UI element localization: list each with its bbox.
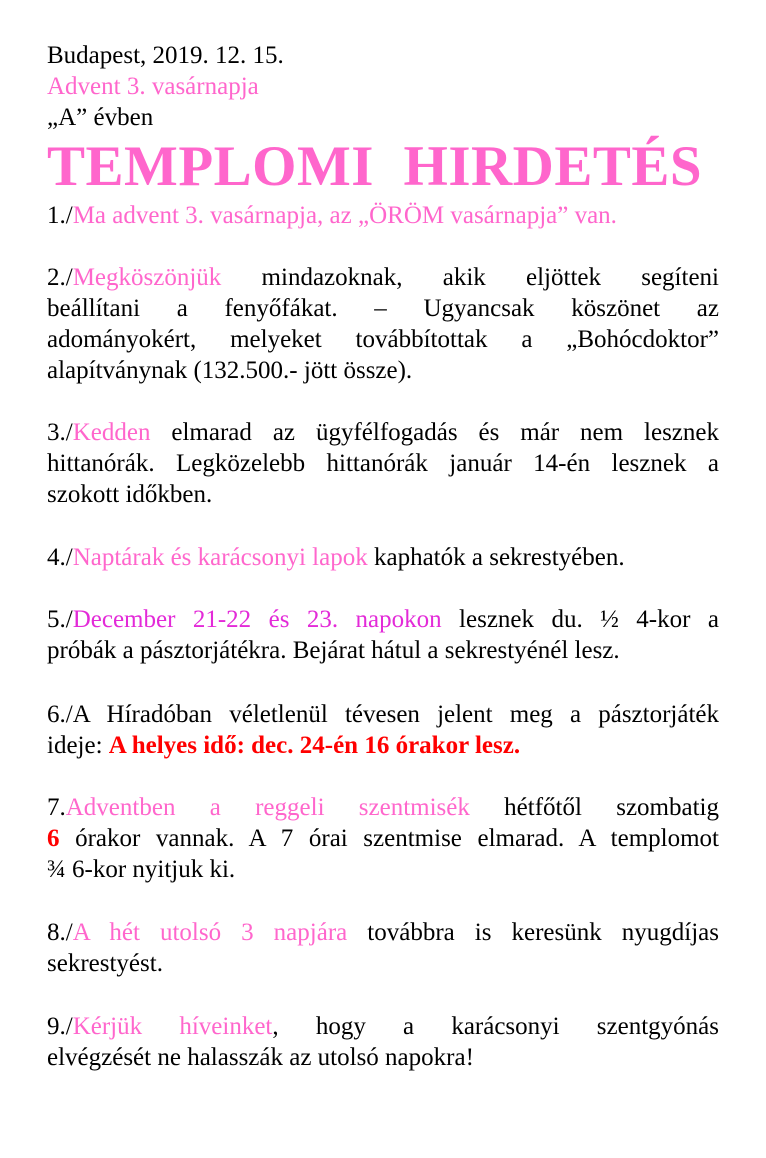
announcement-4-highlight: Naptárak és karácsonyi lapok [72,544,368,571]
announcement-4 [47,542,719,573]
announcement-7-line-1 [47,792,719,823]
announcement-2-highlight: Megköszönjük [72,264,222,291]
date-line: Budapest, 2019. 12. 15. [47,42,284,69]
announcement-3-text: elmarad az ügyfélfogadás és már nem lesznek [150,419,719,446]
announcement-7-highlight: Adventben a reggeli szentmisék [65,794,470,821]
announcement-9-text: , hogy a karácsonyi szentgyónás [272,1013,719,1040]
announcement-6-line-2 [47,730,719,761]
announcement-8-highlight: A hét utolsó 3 napjára [72,919,348,946]
announcement-number: 2./ [47,264,73,291]
announcement-number: 6./ [47,701,73,728]
announcement-9-line-1 [47,1011,719,1042]
announcement-7-hour: 6 [47,825,60,852]
announcement-number: 8./ [47,919,73,946]
announcement-6-emphasis: A helyes idő: dec. 24-én 16 órakor lesz. [108,732,521,759]
announcement-5-line-1 [47,604,719,635]
announcement-1 [47,200,719,231]
announcement-6-text-2: ideje: [47,732,109,759]
announcement-9-highlight: Kérjük híveinket [72,1013,273,1040]
announcement-3-line-2: hittanórák. Legközelebb hittanórák január 14-én lesznek a [47,450,719,477]
announcement-8-line-2: sekrestyést. [47,950,163,977]
announcement-8-text: továbbra is keresünk nyugdíjas [347,919,719,946]
announcement-8-line-1 [47,917,719,948]
announcement-9 [47,1011,719,1073]
announcement-2 [47,262,719,386]
announcement-2-line-2: beállítani a fenyőfákat. – Ugyancsak köszönet az [47,295,719,322]
announcement-7-line-3: ¾ 6-kor nyitjuk ki. [47,856,236,883]
announcement-2-line-1 [47,262,719,293]
announcement-2-line-3: adományokért, melyeket továbbítottak a „Bohócdoktor” [47,326,719,353]
announcement-7-text-2: órakor vannak. A 7 órai szentmise elmarad. A templomot [59,825,719,852]
occasion-line: Advent 3. vasárnapja [47,73,259,100]
page-title [47,132,719,202]
announcement-number: 7. [47,794,66,821]
announcement-3-line-1 [47,417,719,448]
announcement-7-text: hétfőtől szombatig [469,794,719,821]
announcement-5-text: lesznek du. ½ 4-kor a [441,606,719,633]
announcement-3 [47,417,719,510]
announcement-5 [47,604,719,666]
title-word-2: HIRDETÉS [403,135,703,198]
announcement-3-highlight: Kedden [72,419,151,446]
announcement-3-line-3: szokott időkben. [47,481,213,508]
announcement-5-highlight: December 21-22 és 23. napokon [72,606,442,633]
announcement-6-text: A Híradóban véletlenül tévesen jelent meg a pásztorjáték [72,701,719,728]
announcement-6-line-1 [47,699,719,730]
title-word-1: TEMPLOMI [47,135,374,198]
announcement-number: 3./ [47,419,73,446]
announcement-4-text: kaphatók a sekrestyében. [367,544,625,571]
announcement-number: 9./ [47,1013,73,1040]
announcement-number: 1./ [47,202,73,229]
year-cycle-line: „A” évben [47,104,154,131]
announcement-2-text: mindazoknak, akik eljöttek segíteni [221,264,719,291]
announcement-9-line-2: elvégzését ne halasszák az utolsó napokra! [47,1044,474,1071]
announcement-number: 5./ [47,606,73,633]
announcement-7 [47,792,719,885]
announcement-2-line-4: alapítványnak (132.500.- jött össze). [47,357,413,384]
announcement-7-line-2 [47,823,719,854]
announcement-1-line [47,200,719,231]
announcement-5-line-2: próbák a pásztorjátékra. Bejárat hátul a sekrestyénél lesz. [47,637,620,664]
announcement-4-line [47,542,719,573]
header [47,40,284,133]
announcement-8 [47,917,719,979]
announcement-6 [47,699,719,761]
announcement-1-highlight: Ma advent 3. vasárnapja, az „ÖRÖM vasárnapja” van. [72,202,617,229]
announcement-number: 4./ [47,544,73,571]
